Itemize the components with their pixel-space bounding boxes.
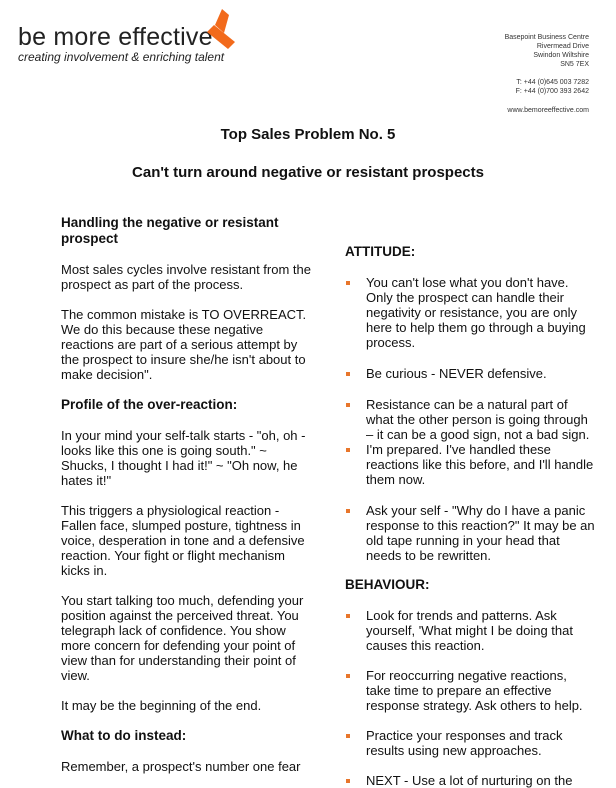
brand-name: be more effective	[18, 23, 213, 51]
paragraph: The common mistake is TO OVERREACT. We do this because these negative reactions are part of a serious attempt by the prospect to insure she/he isn't about to make decision".	[61, 307, 307, 382]
left-column	[61, 215, 311, 774]
paragraph: Most sales cycles involve resistant from the prospect as part of the process.	[61, 262, 311, 292]
company-address	[505, 33, 589, 115]
orange-arrow-logo-icon	[205, 6, 237, 50]
section-heading: Profile of the over-reaction:	[61, 397, 238, 412]
list-item: You can't lose what you don't have. Only the prospect can handle their negativity or resistance, you are only here to help them go through a buying process.	[345, 275, 595, 350]
address-line: Swindon Wiltshire	[533, 52, 589, 59]
list-item: Be curious - NEVER defensive.	[345, 366, 595, 381]
list-item: For reoccurring negative reactions, take time to prepare an effective response strategy. Ask others to help.	[345, 668, 595, 713]
document-title: Top Sales Problem No. 5	[220, 126, 396, 143]
attitude-heading: ATTITUDE:	[345, 244, 416, 259]
list-item: Look for trends and patterns. Ask yourself, 'What might I be doing that causes this reaction.	[345, 608, 595, 653]
paragraph: Remember, a prospect's number one fear	[61, 759, 301, 774]
phone-number: T: +44 (0)645 003 7282	[516, 79, 589, 86]
list-item: NEXT - Use a lot of nurturing on the	[345, 773, 595, 788]
document-subtitle: Can't turn around negative or resistant prospects	[132, 164, 484, 181]
paragraph: This triggers a physiological reaction - Fallen face, slumped posture, tightness in voice, desperation in tone and a defensive reaction. Your fight or flight mechanism kicks in.	[61, 503, 305, 578]
paragraph: You start talking too much, defending your position against the perceived threat. You telegraph lack of confidence. You show more concern for defending your point of view than for understanding their point of view.	[61, 593, 304, 683]
address-line: SN5 7EX	[560, 61, 589, 68]
fax-number: F: +44 (0)700 393 2642	[515, 88, 589, 95]
list-item: I'm prepared. I've handled these reactions like this before, and I'll handle them now.	[345, 442, 595, 487]
paragraph: It may be the beginning of the end.	[61, 698, 262, 713]
brand-block	[18, 24, 224, 64]
section-heading: Handling the negative or resistant prospect	[61, 215, 279, 246]
list-item: Ask your self - "Why do I have a panic response to this reaction?" It may be an old tape running in your head that needs to be rewritten.	[345, 503, 595, 563]
behaviour-heading: BEHAVIOUR:	[345, 577, 430, 592]
paragraph: In your mind your self-talk starts - "oh, oh - looks like this one is going south." ~ Shucks, I thought I had it!" ~ "Oh now, he hates it!"	[61, 428, 306, 488]
address-line: Rivermead Drive	[536, 43, 589, 50]
section-heading: What to do instead:	[61, 728, 187, 743]
list-item: Practice your responses and track results using new approaches.	[345, 728, 595, 758]
right-column	[345, 244, 595, 788]
brand-tagline: creating involvement & enriching talent	[18, 50, 225, 64]
attitude-list	[345, 275, 595, 563]
website-link[interactable]: www.bemoreeffective.com	[507, 107, 589, 114]
list-item: Resistance can be a natural part of what the other person is going through – it can be a good sign, not a bad sign.	[345, 397, 595, 442]
address-line: Basepoint Business Centre	[504, 34, 589, 41]
behaviour-list	[345, 608, 595, 788]
